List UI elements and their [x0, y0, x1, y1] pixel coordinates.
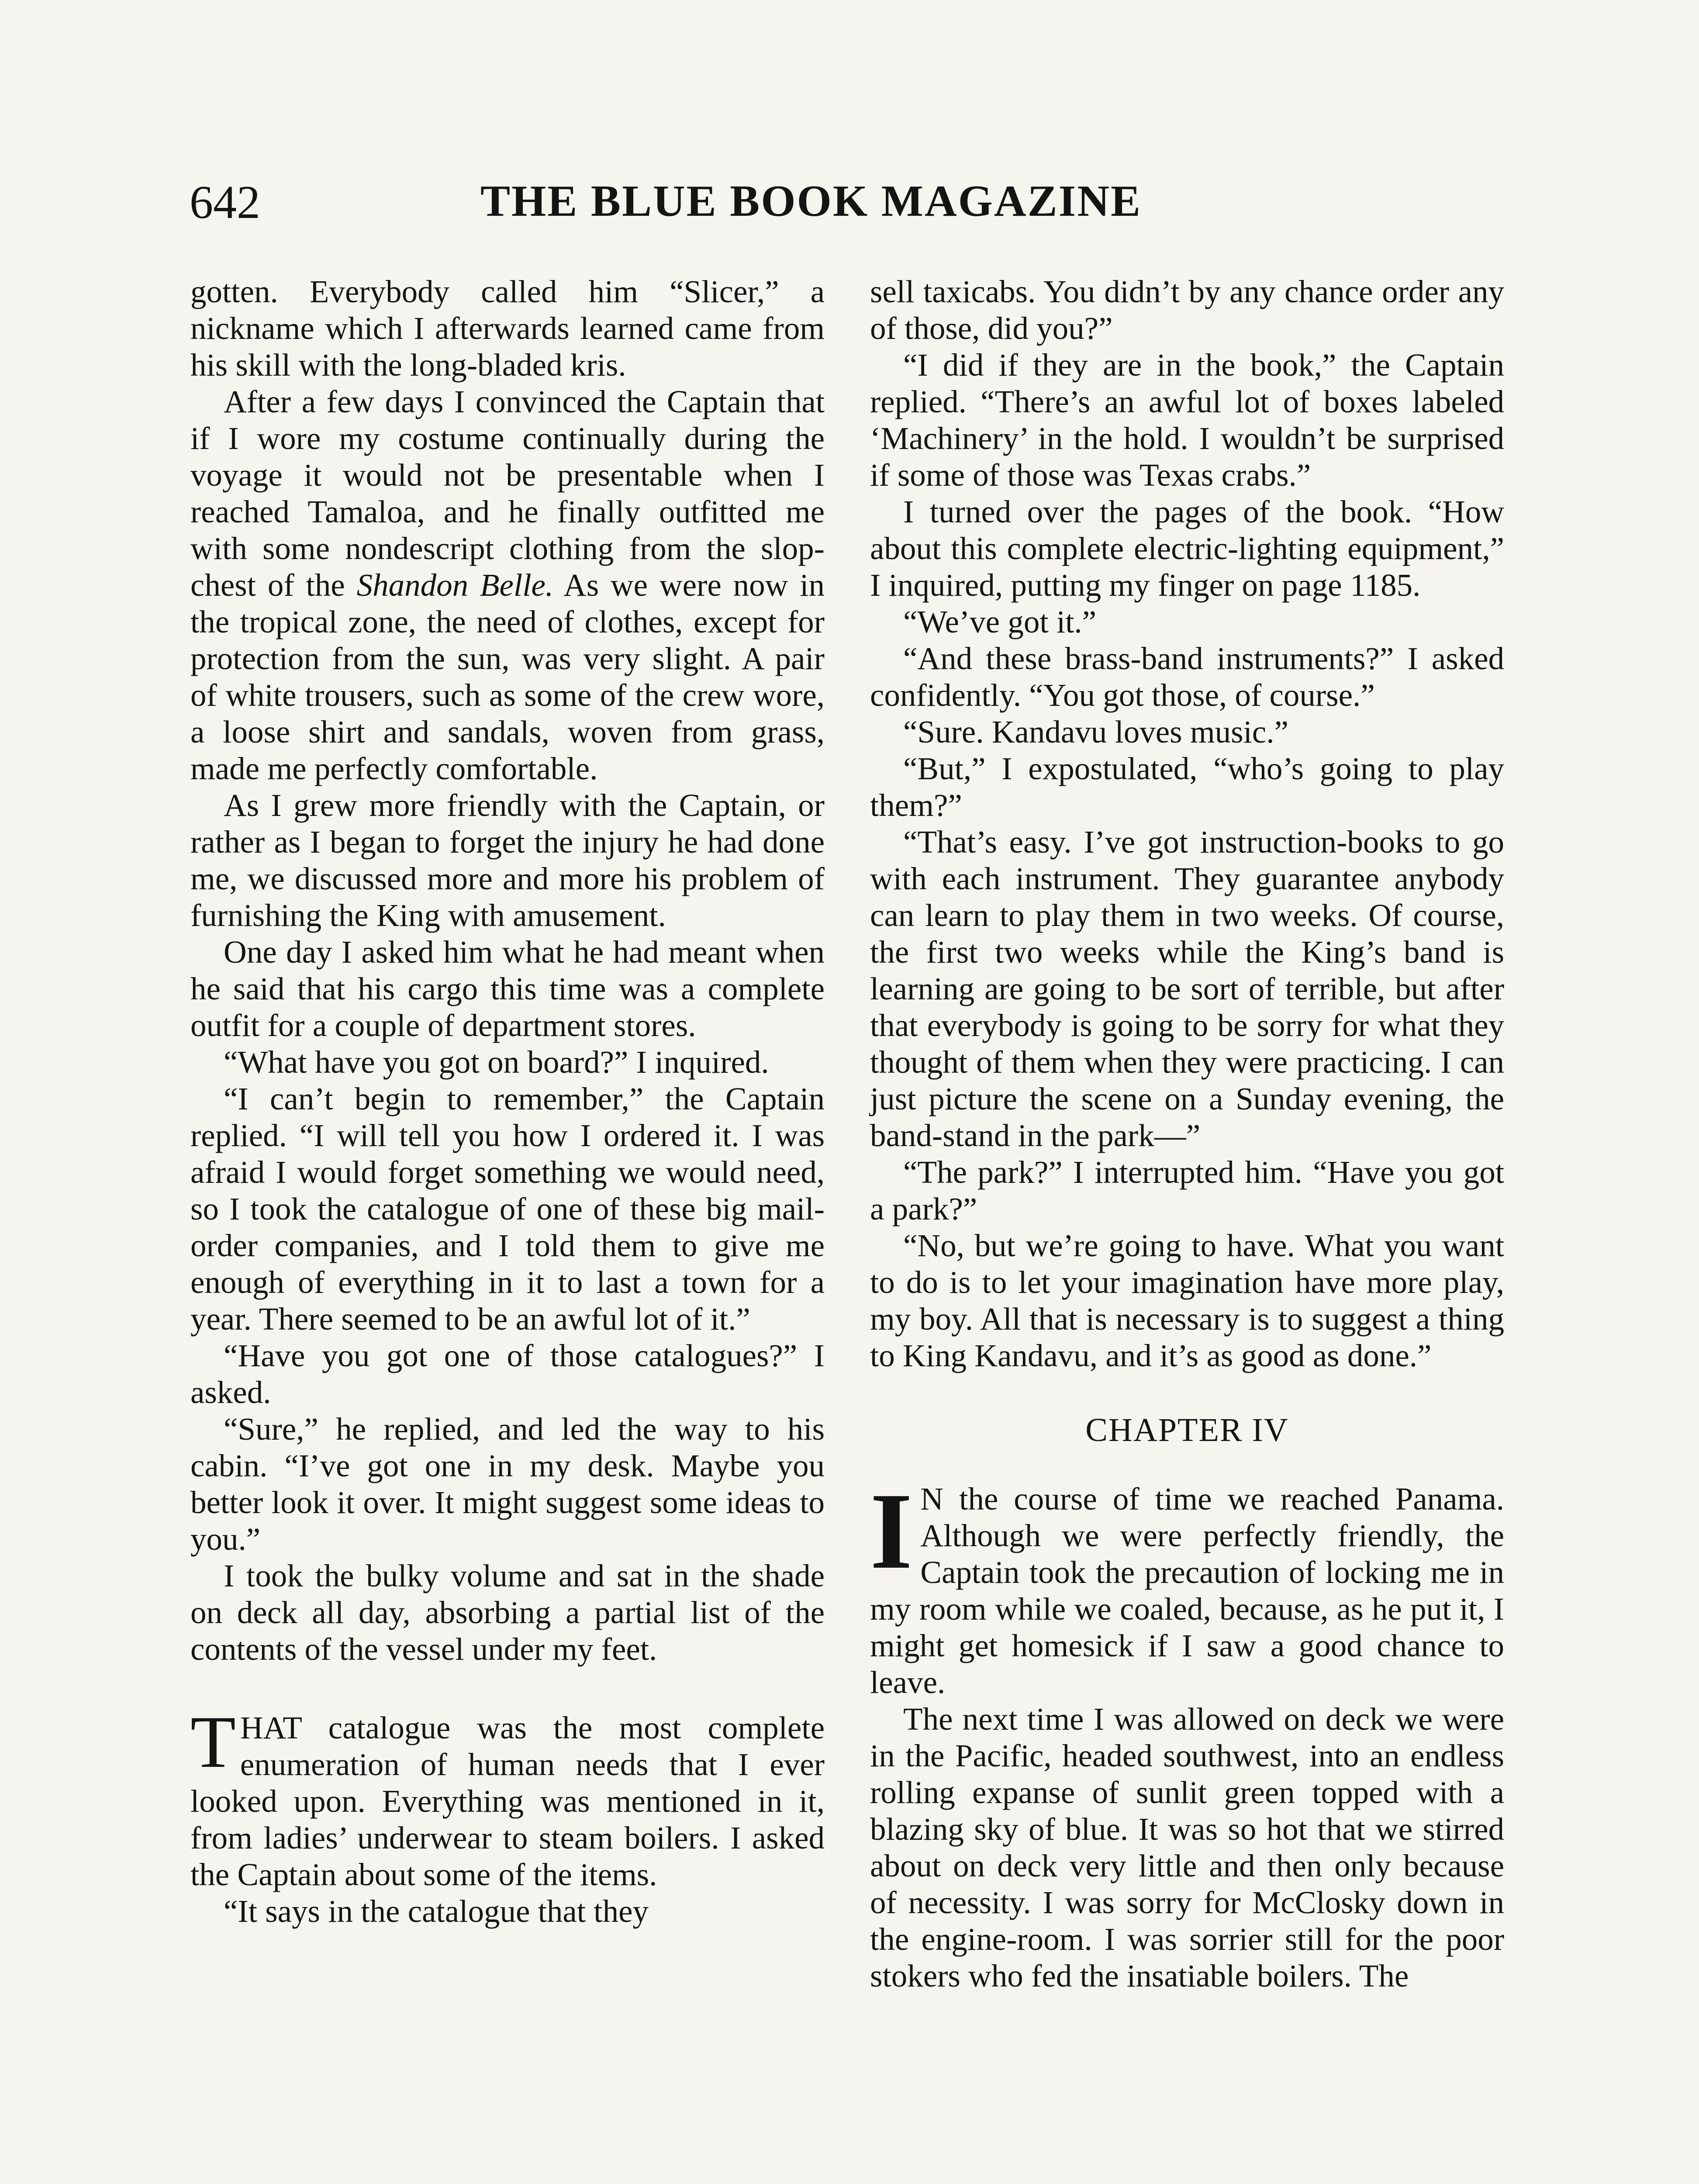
paragraph: “No, but we’re going to have. What you want to do is to let your imagination have more play, my boy. All that is necessary is to suggest a thing to King Kandavu, and it’s as good as done.” [870, 1228, 1504, 1373]
paragraph: gotten. Everybody called him “Slicer,” a nickname which I afterwards learned came from his skill with the long-bladed kris. [190, 274, 825, 383]
paragraph: I took the bulky volume and sat in the shade on deck all day, absorbing a partial list of the contents of the vessel under my feet. [190, 1558, 825, 1667]
paragraph: After a few days I convinced the Captain that if I wore my costume continually during the voyage it would not be presentable when I reached Tamaloa, and he finally outfitted me with some nondescript clothing from the slop-chest of the Shandon Belle. As we were now in the tropical zone, the need of clothes, except for protection from the sun, was very slight. A pair of white trousers, such as some of the crew wore, a loose shirt and sandals, woven from grass, made me perfectly comfortable. [190, 384, 825, 786]
paragraph: “Sure,” he replied, and led the way to his cabin. “I’ve got one in my desk. Maybe you better look it over. It might suggest some ideas to you.” [190, 1411, 825, 1557]
paragraph: I turned over the pages of the book. “How about this complete electric-lighting equipment,” I inquired, putting my finger on page 1185. [870, 494, 1504, 603]
section-start-paragraph: THAT catalogue was the most complete enumeration of human needs that I ever looked upon. Everything was mentioned in it, from ladies’ underwear to steam boilers. I asked the Captain about some of the items. [190, 1701, 825, 1892]
paragraph: “I did if they are in the book,” the Captain replied. “There’s an awful lot of boxes labeled ‘Machinery’ in the hold. I wouldn’t be surprised if some of those was Texas crabs.” [870, 347, 1504, 493]
left-column [190, 273, 825, 1930]
paragraph: “But,” I expostulated, “who’s going to play them?” [870, 751, 1504, 823]
paragraph: “And these brass-band instruments?” I asked confidently. “You got those, of course.” [870, 641, 1504, 713]
paragraph: “We’ve got it.” [903, 604, 1097, 639]
page-number: 642 [190, 176, 260, 228]
paragraph: “It says in the catalogue that they [224, 1894, 649, 1929]
ship-name: Shandon Belle. [356, 567, 554, 603]
drop-cap: I [870, 1471, 913, 1592]
paragraph: As I grew more friendly with the Captain, or rather as I began to forget the injury he had done me, we discussed more and more his problem of furnishing the King with amusement. [190, 788, 825, 933]
paragraph: “The park?” I interrupted him. “Have you got a park?” [870, 1154, 1504, 1227]
chapter-start-paragraph: I N the course of time we reached Panama. Although we were perfectly friendly, the Captain took the precaution of locking me in my room while we coaled, because, as he put it, I might get homesick if I saw a good chance to leave. [870, 1471, 1504, 1700]
running-head-title: THE BLUE BOOK MAGAZINE [480, 176, 1142, 226]
paragraph: “Have you got one of those catalogues?” I asked. [190, 1338, 825, 1410]
paragraph: “What have you got on board?” I inquired. [224, 1044, 769, 1080]
paragraph: “I can’t begin to remember,” the Captain replied. “I will tell you how I ordered it. I was afraid I would forget something we would need, so I took the catalogue of one of these big mail-order companies, and I told them to give me enough of everything in it to last a town for a year. There seemed to be an awful lot of it.” [190, 1081, 825, 1337]
chapter-heading: CHAPTER IV [1085, 1412, 1289, 1448]
drop-cap: T [190, 1701, 236, 1783]
paragraph: One day I asked him what he had meant when he said that his cargo this time was a complete outfit for a couple of department stores. [190, 934, 825, 1043]
paragraph: The next time I was allowed on deck we were in the Pacific, headed southwest, into an endless rolling expanse of sunlit green topped with a blazing sky of blue. It was so hot that we stirred about on deck very little and then only because of necessity. I was sorry for McClosky down in the engine-room. I was sorrier still for the poor stokers who fed the insatiable boilers. The [870, 1701, 1504, 1994]
right-column [870, 273, 1504, 1994]
paragraph: “That’s easy. I’ve got instruction-books to go with each instrument. They guarantee anybody can learn to play them in two weeks. Of course, the first two weeks while the King’s band is learning are going to be sort of terrible, but after that everybody is going to be sorry for what they thought of them when they were practicing. I can just picture the scene on a Sunday evening, the band-stand in the park—” [870, 824, 1504, 1153]
paragraph: “Sure. Kandavu loves music.” [903, 714, 1288, 750]
paragraph: sell taxicabs. You didn’t by any chance order any of those, did you?” [870, 274, 1504, 346]
